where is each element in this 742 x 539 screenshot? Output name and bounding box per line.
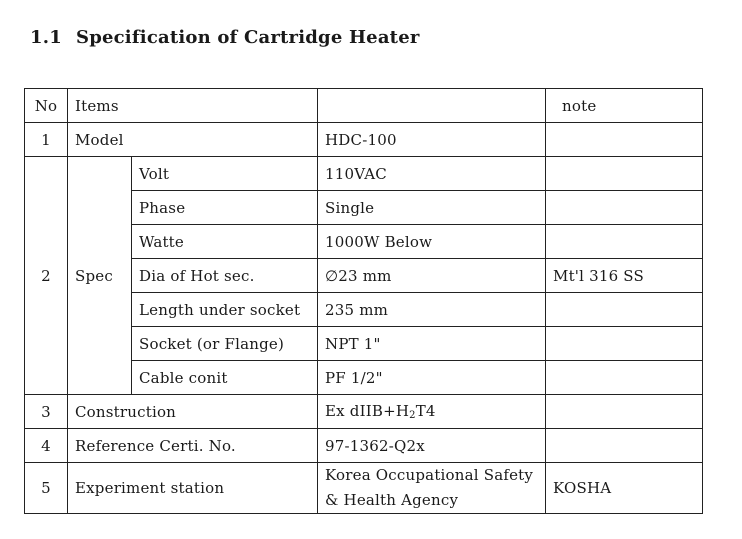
row-note: KOSHA <box>546 463 703 514</box>
row-subitem: Socket (or Flange) <box>132 327 318 361</box>
row-value: 110VAC <box>318 157 546 191</box>
section-title: Specification of Cartridge Heater <box>76 27 420 48</box>
section-number: 1.1 <box>30 27 62 48</box>
row-value: Single <box>318 191 546 225</box>
row-subitem: Cable conit <box>132 361 318 395</box>
row-item: Spec <box>68 157 132 395</box>
row-note <box>546 293 703 327</box>
row-value: HDC-100 <box>318 123 546 157</box>
header-items: Items <box>68 89 318 123</box>
row-value: 97-1362-Q2x <box>318 429 546 463</box>
row-value: NPT 1" <box>318 327 546 361</box>
row-value: 235 mm <box>318 293 546 327</box>
row-value: 1000W Below <box>318 225 546 259</box>
row-number: 2 <box>25 157 68 395</box>
row-subitem: Length under socket <box>132 293 318 327</box>
table-row <box>25 463 703 514</box>
row-note <box>546 361 703 395</box>
row-subitem: Watte <box>132 225 318 259</box>
table-row <box>25 429 703 463</box>
row-value <box>318 395 546 429</box>
header-no: No <box>25 89 68 123</box>
row-note <box>546 157 703 191</box>
table-row <box>25 123 703 157</box>
row-value: ∅23 mm <box>318 259 546 293</box>
row-note <box>546 191 703 225</box>
row-number: 5 <box>25 463 68 514</box>
section-heading <box>30 27 420 48</box>
row-number: 3 <box>25 395 68 429</box>
row-note: Mt'l 316 SS <box>546 259 703 293</box>
row-item: Model <box>68 123 318 157</box>
row-item: Reference Certi. No. <box>68 429 318 463</box>
row-subitem: Volt <box>132 157 318 191</box>
row-subitem: Dia of Hot sec. <box>132 259 318 293</box>
construction-value-prefix: Ex dIIB+H <box>325 402 410 420</box>
header-value <box>318 89 546 123</box>
construction-value-subscript: 2 <box>409 410 416 421</box>
row-note <box>546 429 703 463</box>
row-note <box>546 123 703 157</box>
spec-table <box>24 88 703 514</box>
row-note <box>546 225 703 259</box>
row-note <box>546 395 703 429</box>
row-item: Construction <box>68 395 318 429</box>
row-value: Korea Occupational Safety & Health Agency <box>318 463 546 514</box>
row-subitem: Phase <box>132 191 318 225</box>
header-note: note <box>546 89 703 123</box>
row-item: Experiment station <box>68 463 318 514</box>
table-header-row <box>25 89 703 123</box>
construction-value-suffix: T4 <box>415 402 436 420</box>
table-row <box>25 395 703 429</box>
row-number: 4 <box>25 429 68 463</box>
table-row <box>25 157 703 191</box>
row-number: 1 <box>25 123 68 157</box>
row-value: PF 1/2" <box>318 361 546 395</box>
row-note <box>546 327 703 361</box>
